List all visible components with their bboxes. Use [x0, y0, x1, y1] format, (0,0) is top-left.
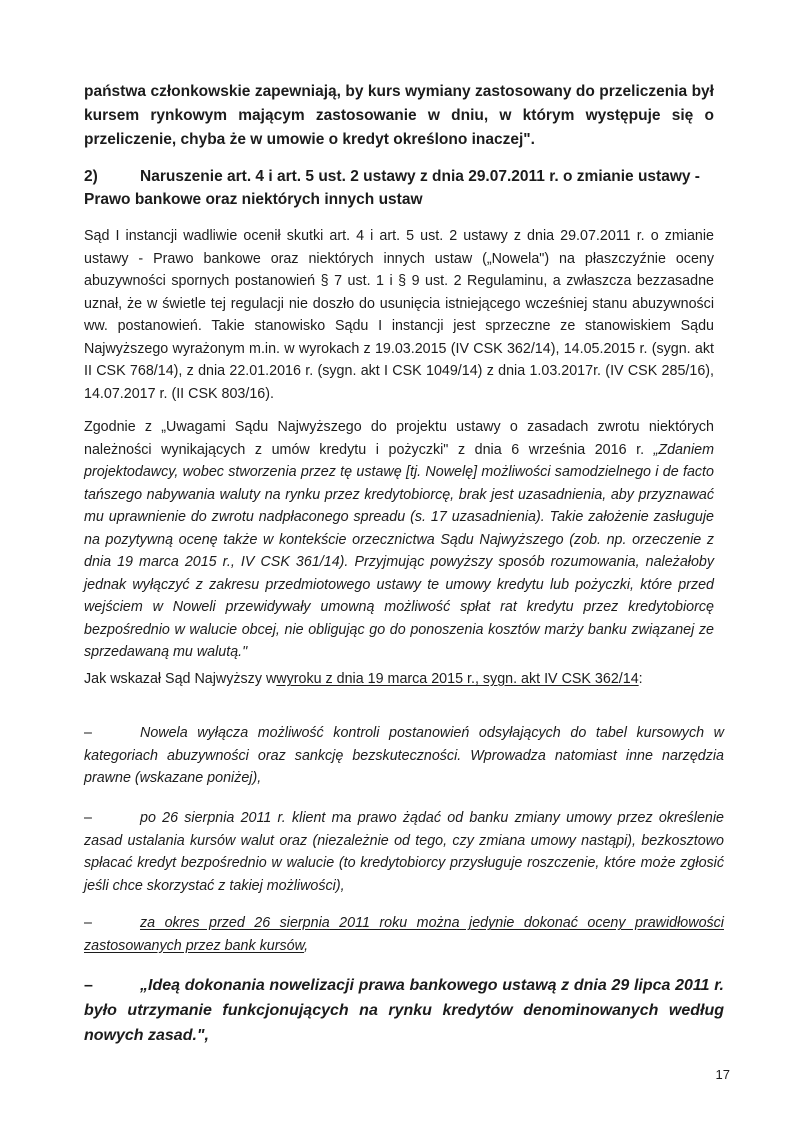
bullet-underlined-text: za okres przed 26 sierpnia 2011 roku można jedynie dokonać oceny prawidłowości zastosowanych przez bank kursów [84, 915, 724, 954]
paragraph-2 [84, 416, 714, 664]
paragraph-2-lead: Zgodnie z „Uwagami Sądu Najwyższego do projektu ustawy o zasadach zwrotu niektórych należności wynikających z umów kredytu i pożyczki" z dnia 6 września 2016 r. [84, 419, 714, 458]
paragraph-3-lead: Jak wskazał Sąd Najwyższy w [84, 671, 277, 687]
bullet-text: „Ideą dokonania nowelizacji prawa bankowego ustawą z dnia 29 lipca 2011 r. było utrzymanie funkcjonujących na rynku kredytów denominowanych według nowych zasad.", [84, 977, 724, 1044]
bullet-text: Nowela wyłącza możliwość kontroli postanowień odsyłających do tabel kursowych w kategoriach abuzywności oraz sankcję bezskuteczności. Wprowadza natomiast inne narzędzia prawne (wskazane poniżej), [84, 725, 724, 787]
bullet-item-3 [84, 912, 724, 957]
paragraph-2-quote: „Zdaniem projektodawcy, wobec stworzenia przez tę ustawę [tj. Nowelę] możliwości samodzielnego i de facto tańszego nabywania waluty na rynku przez kredytobiorcę, brak jest uzasadnienia, aby przyznawać mu uprawnienie do zwrotu nadpłaconego spreadu (s. 17 uzasadnienia). Takie założenie zasługuje na pozytywną ocenę także w kontekście orzecznictwa Sądu Najwyższego (zob. np. orzeczenie z dnia 19 marca 2015 r., IV CSK 361/14). Przyjmując powyższy sposób rozumowania, należałoby jednak wyłączyć z zakresu przedmiotowego ustawy te umowy kredytu lub pożyczki, które przed wejściem w Noweli przewidywały umowną możliwość spłat rat kredytu przez kredytobiorcę bezpośrednio w walucie obcej, nie obligując go do ponoszenia kosztów marży banku związanej ze sprzedawaną mu walutą." [84, 441, 714, 660]
bullet-item-4 [84, 973, 724, 1048]
bullet-tail: , [304, 937, 309, 954]
paragraph-3-citation: wyroku z dnia 19 marca 2015 r., sygn. akt IV CSK 362/14 [276, 671, 639, 687]
paragraph-3-tail: : [638, 671, 643, 687]
bullet-dash: – [84, 725, 92, 742]
paragraph-1: Sąd I instancji wadliwie ocenił skutki art. 4 i art. 5 ust. 2 ustawy z dnia 29.07.2011 r. o zmianie ustawy - Prawo bankowe oraz niektórych innych ustaw („Nowela") na płaszczyźnie oceny abuzywności spornych postanowień § 7 ust. 1 i § 9 ust. 2 Regulaminu, a zwłaszcza bezzasadne uznał, że w świetle tej regulacji nie doszło do usunięcia istniejącego wcześniej stanu abuzywności ww. postanowień. Takie stanowisko Sądu I instancji jest sprzeczne ze stanowiskiem Sądu Najwyższego wyrażonym m.in. w wyrokach z 19.03.2015 (IV CSK 362/14), 14.05.2015 r. (sygn. akt II CSK 768/14), z dnia 22.01.2016 r. (sygn. akt I CSK 1049/14) z dnia 1.03.2017r. (IV CSK 285/16), 14.07.2017 r. (II CSK 803/16). [84, 228, 714, 402]
section-heading [84, 165, 714, 211]
bullet-dash: – [84, 977, 93, 994]
intro-text: państwa członkowskie zapewniają, by kurs wymiany zastosowany do przeliczenia był kursem rynkowym mającym zastosowanie w dniu, w którym występuje się o przeliczenie, chyba że w umowie o kredyt określono inaczej". [84, 83, 714, 148]
bullet-item-1 [84, 722, 724, 790]
bullet-item-2 [84, 807, 724, 897]
paragraph-3 [84, 668, 714, 691]
section-heading-text: Naruszenie art. 4 i art. 5 ust. 2 ustawy z dnia 29.07.2011 r. o zmianie ustawy - Prawo bankowe oraz niektórych innych ustaw [84, 168, 700, 208]
section-heading-number: 2) [84, 168, 98, 185]
bullet-text: po 26 sierpnia 2011 r. klient ma prawo żądać od banku zmiany umowy przez określenie zasad ustalania kursów walut oraz (niezależnie od tego, czy zmiana umowy nastąpi), bezkosztowo spłacać kredyt bezpośrednio w walucie (to kredytobiorcy przysługuje roszczenie, które może zgłosić jeśli chce skorzystać z takiej możliwości), [84, 810, 724, 894]
bullet-dash: – [84, 915, 92, 932]
bullet-dash: – [84, 810, 92, 827]
page-number: 17 [715, 1067, 730, 1082]
